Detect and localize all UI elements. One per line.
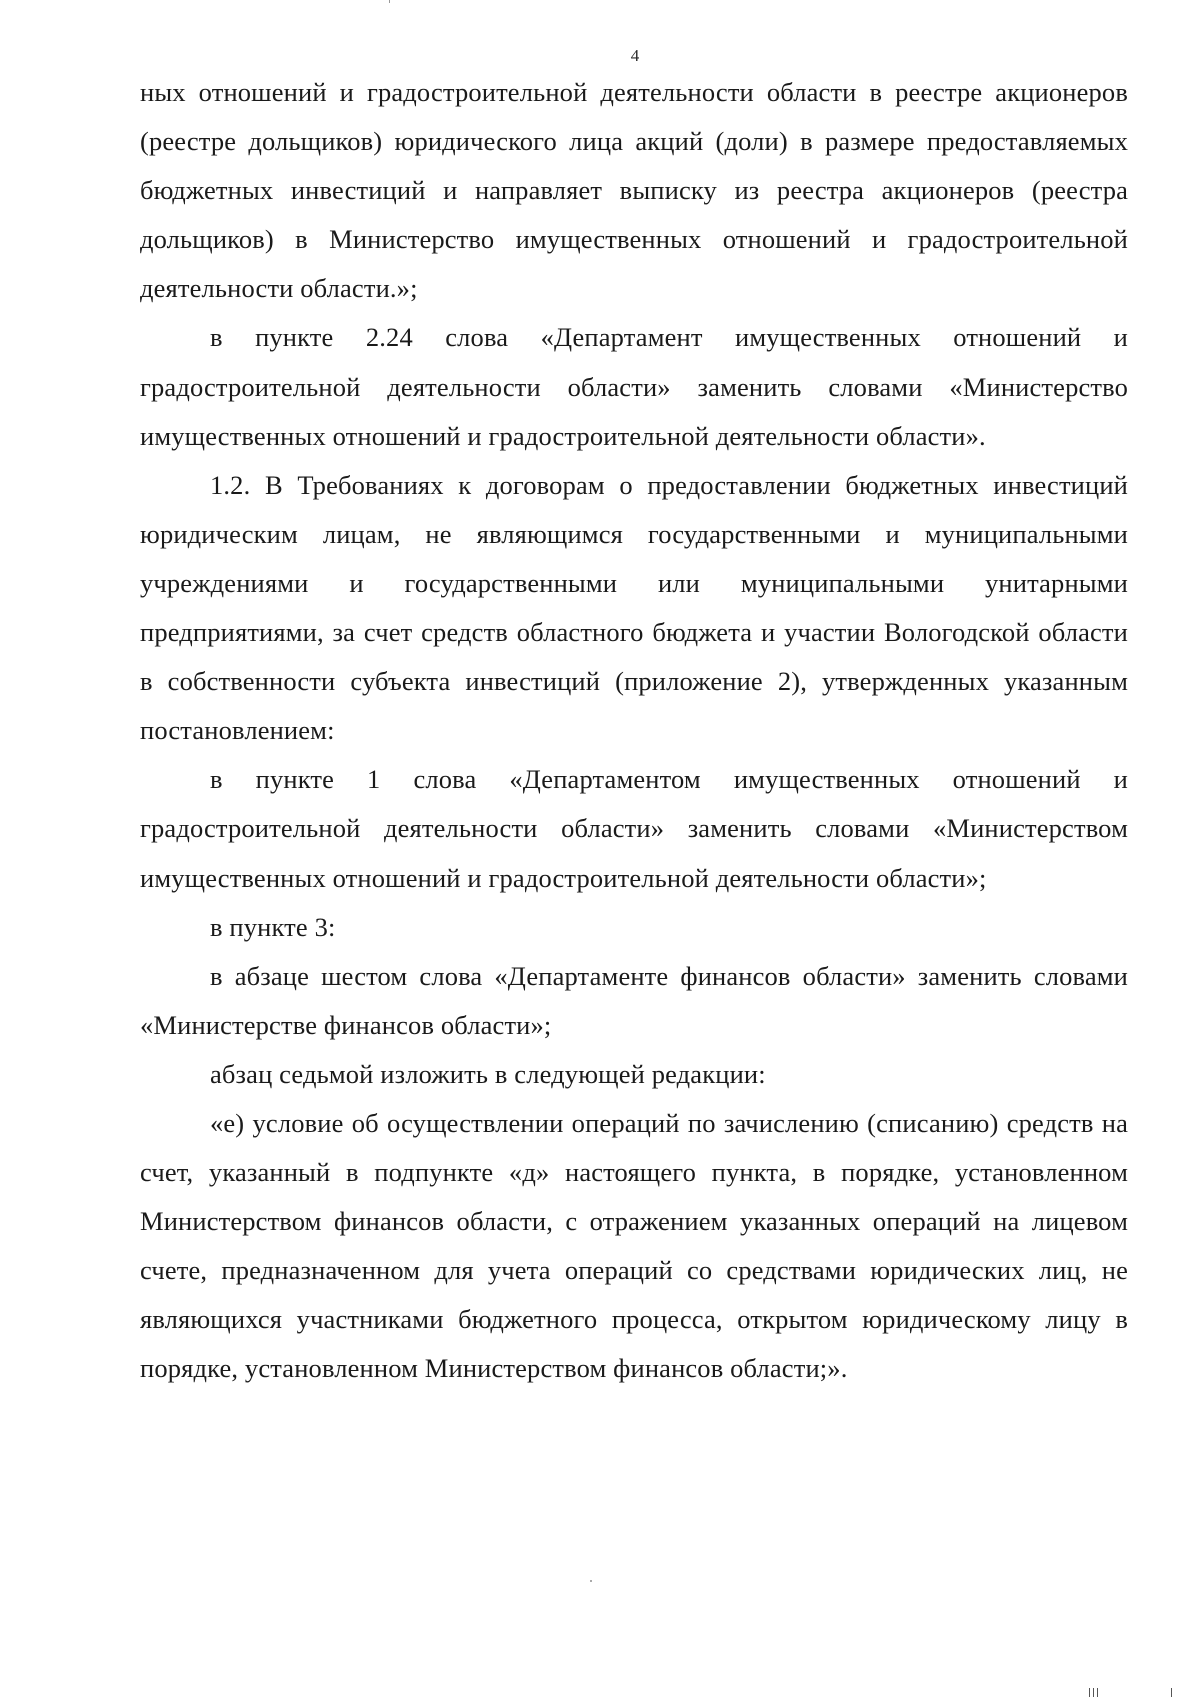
paragraph-item-3: в пункте 3: <box>210 911 336 942</box>
scan-artifact-bottom-2 <box>1093 1688 1094 1697</box>
paragraph-item-1: в пункте 1 слова «Департаментом имущественных отношений и градостроительной деятельности области» заменить словами «Министерством имущественных отношений и градостроительной деятельности области»; <box>140 764 1128 893</box>
scan-artifact-dot <box>590 1580 592 1582</box>
paragraph-abzac-7-intro: абзац седьмой изложить в следующей редакции: <box>210 1058 766 1089</box>
scan-artifact-bottom-1 <box>1089 1688 1090 1697</box>
paragraph-abzac-6: в абзаце шестом слова «Департаменте финансов области» заменить словами «Министерстве финансов области»; <box>140 960 1128 1040</box>
document-body <box>140 68 1128 1394</box>
scan-artifact-bottom-4 <box>1171 1688 1172 1697</box>
paragraph-item-2-24: в пункте 2.24 слова «Департамент имущественных отношений и градостроительной деятельности области» заменить словами «Министерство имущественных отношений и градостроительной деятельности области». <box>140 322 1128 451</box>
paragraph-section-1-2: 1.2. В Требованиях к договорам о предоставлении бюджетных инвестиций юридическим лицам, не являющимся государственными и муниципальными учреждениями и государственными или муниципальными унитарными предприятиями, за счет средств областного бюджета и участии Вологодской области в собственности субъекта инвестиций (приложение 2), утвержденных указанным постановлением: <box>140 469 1128 746</box>
scan-artifact-top <box>389 0 390 3</box>
paragraph-condition-e: «е) условие об осуществлении операций по зачислению (списанию) средств на счет, указанный в подпункте «д» настоящего пункта, в порядке, установленном Министерством финансов области, с отражением указанных операций на лицевом счете, предназначенном для учета операций со средствами юридических лиц, не являющихся участниками бюджетного процесса, открытом юридическому лицу в порядке, установленном Министерством финансов области;». <box>140 1107 1128 1384</box>
page-number: 4 <box>630 46 640 65</box>
paragraph-continuation: ных отношений и градостроительной деятельности области в реестре акционеров (реестре дольщиков) юридического лица акций (доли) в размере предоставляемых бюджетных инвестиций и направляет выписку из реестра акционеров (реестра дольщиков) в Министерство имущественных отношений и градостроительной деятельности области.»; <box>140 77 1128 304</box>
scan-artifact-bottom-3 <box>1097 1688 1098 1697</box>
